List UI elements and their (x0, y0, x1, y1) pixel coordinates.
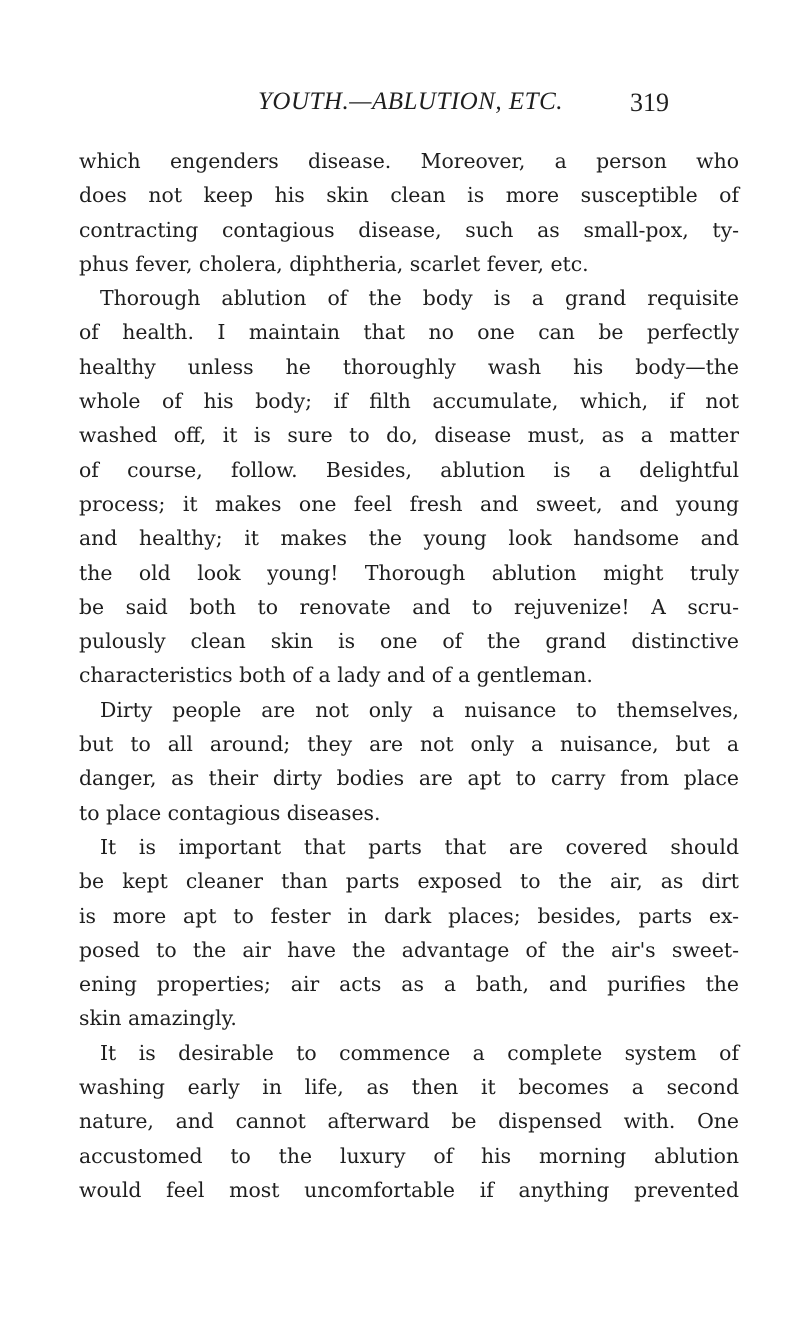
text-line: It is important that parts that are covered should (100, 834, 739, 859)
text-line: and healthy; it makes the young look handsome and (79, 526, 739, 551)
text-line: washed off, it is sure to do, disease must, as a matter (79, 423, 739, 448)
running-head: YOUTH.—ABLUTION, ETC. (258, 88, 564, 115)
text-line: danger, as their dirty bodies are apt to carry from place (79, 766, 739, 791)
text-line: characteristics both of a lady and of a gentleman. (79, 663, 593, 688)
text-line: the old look young! Thorough ablution might truly (79, 560, 739, 585)
text-line: Thorough ablution of the body is a grand requisite (100, 286, 739, 311)
text-line: nature, and cannot afterward be dispensed with. One (79, 1109, 739, 1134)
text-line: washing early in life, as then it becomes a second (79, 1075, 739, 1100)
text-line: but to all around; they are not only a nuisance, but a (79, 732, 739, 757)
text-line: be said both to renovate and to rejuvenize! A scru- (79, 594, 739, 619)
text-line: whole of his body; if filth accumulate, which, if not (79, 389, 739, 414)
page-header (0, 88, 800, 128)
text-line: It is desirable to commence a complete system of (100, 1040, 739, 1065)
text-line: accustomed to the luxury of his morning ablution (79, 1143, 739, 1168)
page-number: 319 (630, 88, 669, 117)
text-line: Dirty people are not only a nuisance to themselves, (100, 697, 739, 722)
text-line: which engenders disease. Moreover, a person who (79, 149, 739, 173)
text-line: would feel most uncomfortable if anything prevented (79, 1177, 739, 1202)
text-line: to place contagious diseases. (79, 800, 381, 825)
text-line: ening properties; air acts as a bath, and purifies the (79, 972, 739, 997)
text-line: skin amazingly. (79, 1006, 237, 1031)
text-line: phus fever, cholera, diphtheria, scarlet fever, etc. (79, 251, 589, 276)
body-text (79, 144, 739, 1207)
text-line: does not keep his skin clean is more susceptible of (79, 183, 739, 208)
text-line: is more apt to fester in dark places; besides, parts ex- (79, 903, 739, 928)
text-line: pulously clean skin is one of the grand distinctive (79, 629, 739, 654)
text-line: of health. I maintain that no one can be perfectly (79, 320, 739, 345)
text-line: be kept cleaner than parts exposed to the air, as dirt (79, 869, 739, 894)
text-line: contracting contagious disease, such as small-pox, ty- (79, 217, 739, 242)
text-line: of course, follow. Besides, ablution is a delightful (79, 457, 739, 482)
text-line: posed to the air have the advantage of the air's sweet- (79, 937, 739, 962)
text-line: healthy unless he thoroughly wash his body—the (79, 354, 739, 379)
text-line: process; it makes one feel fresh and sweet, and young (79, 491, 739, 516)
